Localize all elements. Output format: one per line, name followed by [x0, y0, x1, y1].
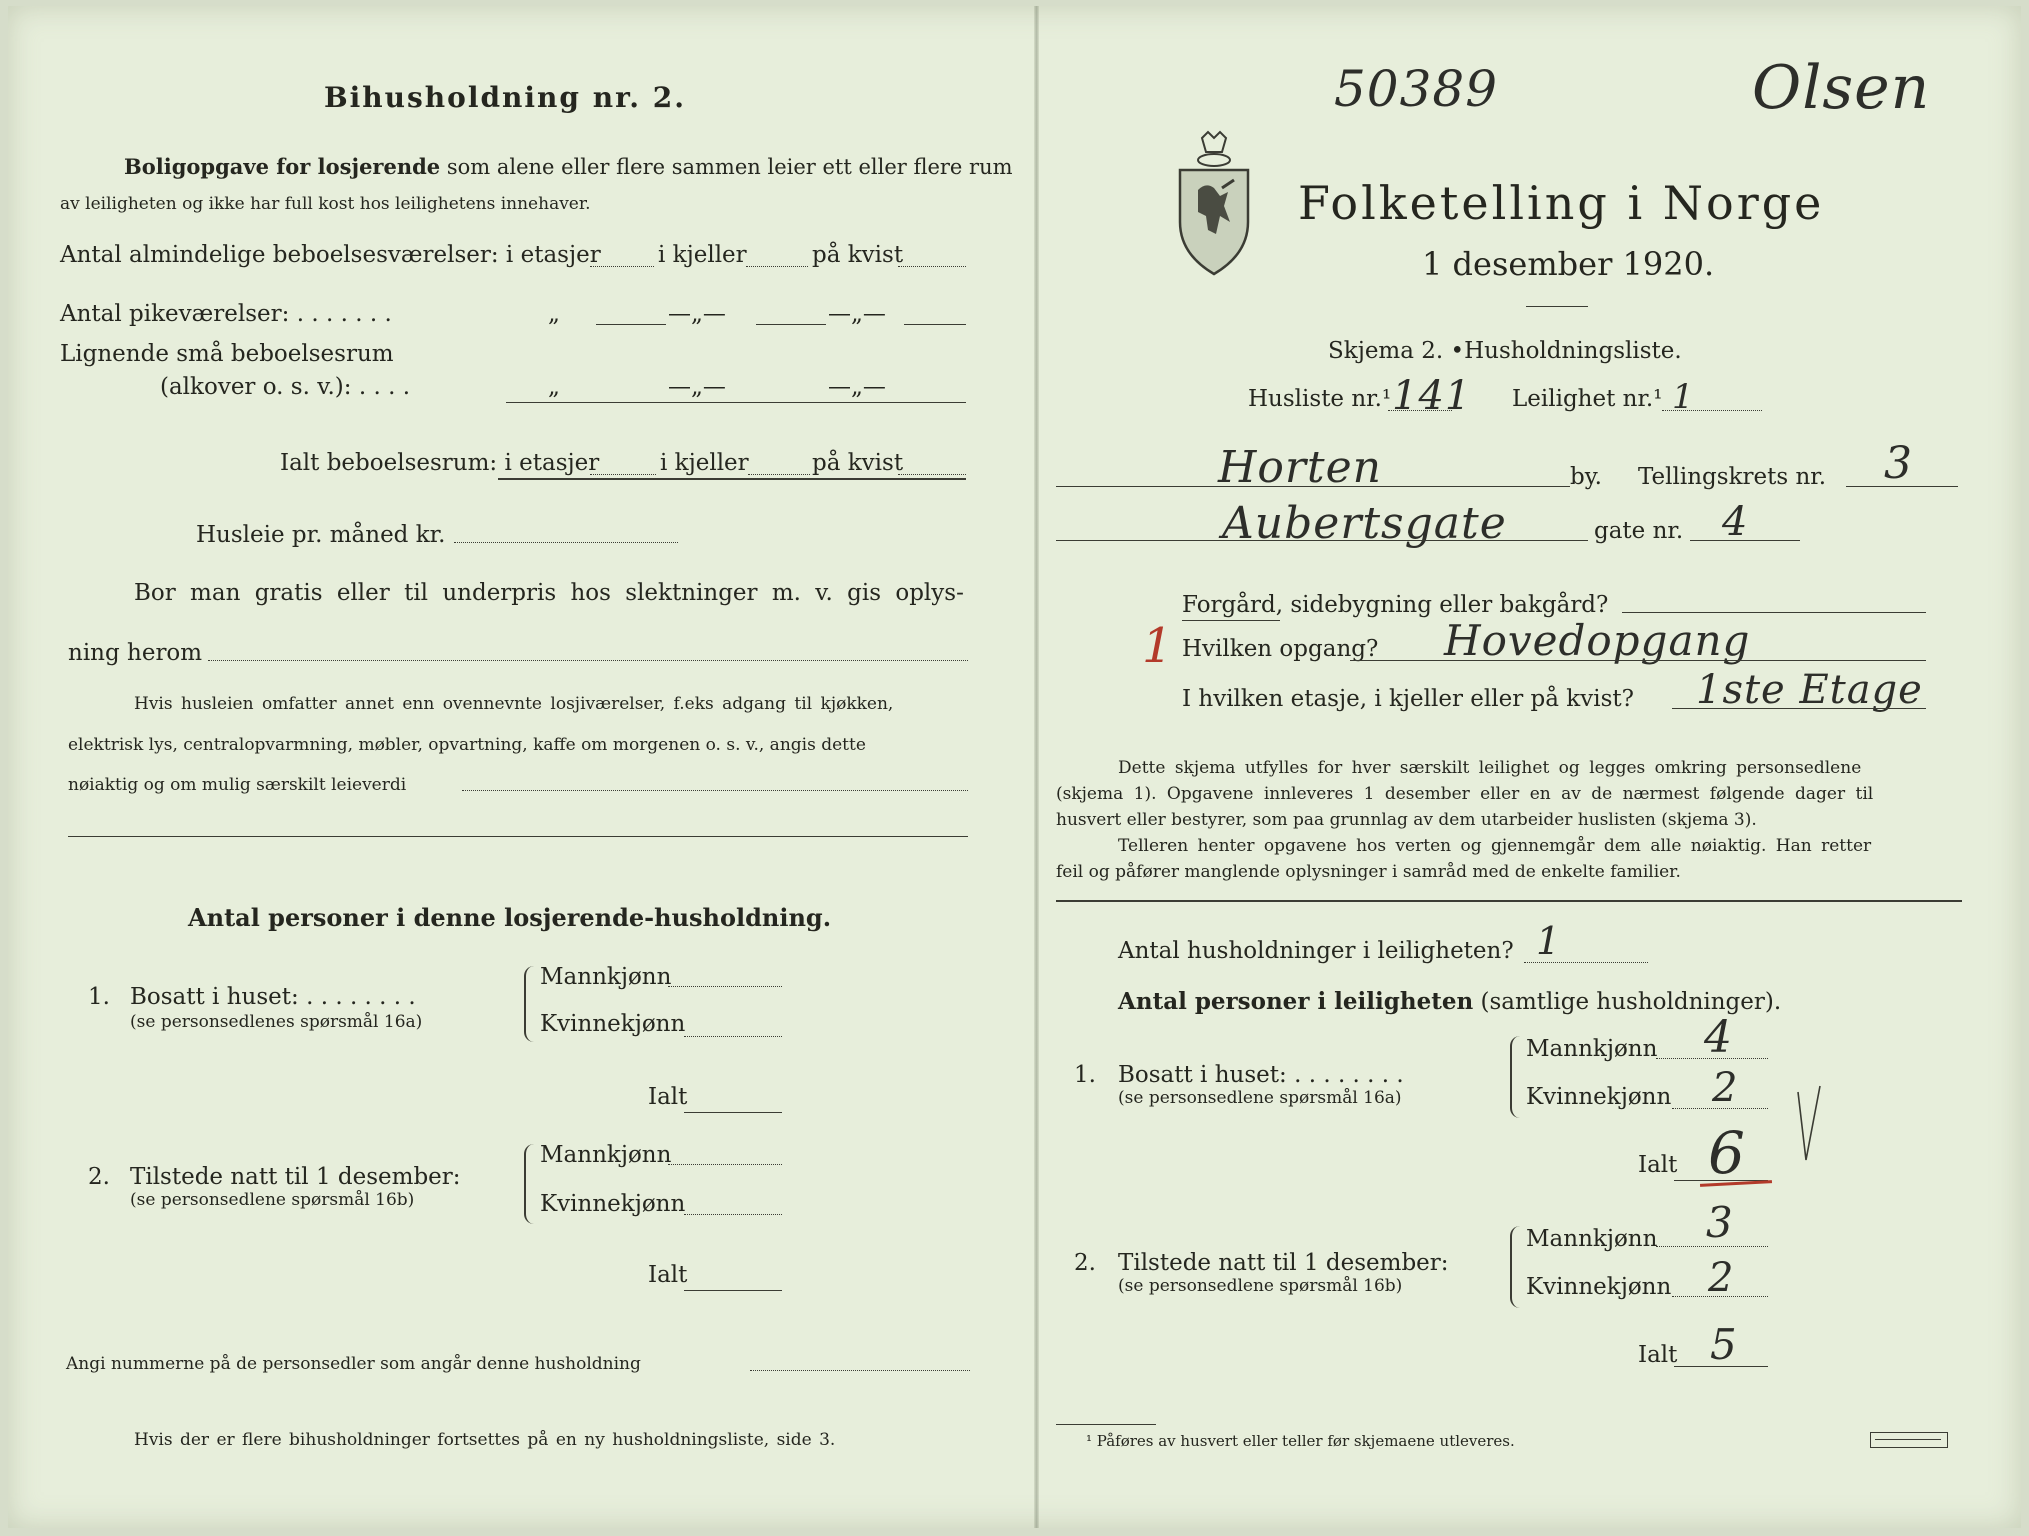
- right-item2-sub: (se personsedlene spørsmål 16b): [1118, 1276, 1403, 1296]
- bosatt-kvinne-value: 2: [1712, 1065, 1739, 1111]
- leieverdi-field[interactable]: [462, 790, 968, 791]
- hvis-line3: nøiaktig og om mulig særskilt leieverdi: [68, 775, 407, 795]
- husliste-label: Husliste nr.¹: [1248, 386, 1392, 412]
- right-persons-heading: Antal personer i leiligheten (samtlige husholdninger).: [1118, 988, 1782, 1015]
- husliste-value: 141: [1392, 373, 1472, 419]
- right-item2-kvinne: Kvinnekjønn: [1526, 1274, 1672, 1300]
- left-item1-mann-field[interactable]: [668, 986, 782, 987]
- left-item2-kvinne: Kvinnekjønn: [540, 1191, 686, 1217]
- right-item1-label: Bosatt i huset: . . . . . . . .: [1118, 1062, 1404, 1088]
- rooms-kvist-label: på kvist: [812, 242, 904, 268]
- archive-number: 50389: [1334, 60, 1499, 118]
- left-item1-sub: (se personsedlenes spørsmål 16a): [130, 1012, 423, 1032]
- bosatt-ialt-value: 6: [1708, 1119, 1746, 1187]
- left-footer: Hvis der er flere bihusholdninger fortsettes på en ny husholdningsliste, side 3.: [134, 1430, 836, 1450]
- right-item1-brace: [1510, 1036, 1522, 1118]
- left-item1-ialt: Ialt: [648, 1084, 688, 1110]
- tilstede-mann-field[interactable]: [1656, 1246, 1768, 1247]
- hvis-line1: Hvis husleien omfatter annet enn ovennevnte losjiværelser, f.eks adgang til kjøkken,: [134, 694, 894, 714]
- opgang-value: Hovedopgang: [1444, 616, 1751, 665]
- instr-line4: Telleren henter opgavene hos verten og gjennemgår dem alle nøiaktig. Han retter: [1118, 836, 1872, 856]
- tilstede-kvinne-field[interactable]: [1672, 1296, 1768, 1297]
- surname-note: Olsen: [1752, 53, 1931, 123]
- by-value: Horten: [1218, 442, 1382, 493]
- ialt-kjeller-label: i kjeller: [660, 450, 749, 476]
- husliste-field[interactable]: [1388, 410, 1452, 411]
- alkover-ditto-3: —„—: [828, 374, 886, 400]
- bor-line2: ning herom: [68, 640, 203, 666]
- gate-nr-value: 4: [1722, 499, 1749, 545]
- left-item1-num: 1.: [88, 984, 110, 1010]
- etasje-field[interactable]: [1672, 708, 1926, 709]
- gate-field[interactable]: [1056, 540, 1588, 541]
- ialt-kjeller-field[interactable]: [748, 474, 810, 475]
- right-item2-ialt: Ialt: [1638, 1342, 1678, 1368]
- by-field[interactable]: [1056, 486, 1570, 487]
- leilighet-value: 1: [1672, 377, 1695, 417]
- alkover-ditto-2: —„—: [668, 374, 726, 400]
- alkover-ditto-1: „: [548, 374, 560, 400]
- hvis-line2: elektrisk lys, centralopvarmning, møbler, opvartning, kaffe om morgenen o. s. v., angis dette: [68, 735, 866, 755]
- husholdninger-label: Antal husholdninger i leiligheten?: [1118, 938, 1514, 964]
- bosatt-mann-value: 4: [1704, 1012, 1733, 1063]
- leieverdi-extra-line[interactable]: [68, 836, 968, 837]
- ialt-kvist-field[interactable]: [898, 474, 966, 475]
- left-item2-brace: [524, 1144, 536, 1224]
- left-item1-ialt-field[interactable]: [684, 1112, 782, 1113]
- opgang-field[interactable]: [1350, 660, 1926, 661]
- angi-label: Angi nummerne på de personsedler som angår denne husholdning: [66, 1354, 641, 1374]
- left-item1-brace: [524, 966, 536, 1042]
- right-item2-num: 2.: [1074, 1250, 1096, 1276]
- right-item1-ialt: Ialt: [1638, 1152, 1678, 1178]
- printer-stamp-icon: [1870, 1432, 1948, 1448]
- intro-bold: Boligopgave for losjerende som alene eller flere sammen leier ett eller flere rum: [124, 154, 1013, 179]
- margin-mark: 1: [1142, 618, 1174, 674]
- instr-line3: husvert eller bestyrer, som paa grunnlag av dem utarbeider huslisten (skjema 3).: [1056, 810, 1757, 830]
- ialt-underline: [498, 478, 966, 480]
- left-item2-sub: (se personsedlene spørsmål 16b): [130, 1190, 415, 1210]
- intro-line2: av leiligheten og ikke har full kost hos leilighetens innehaver.: [60, 194, 591, 214]
- left-item1-kvinne: Kvinnekjønn: [540, 1011, 686, 1037]
- rooms-kjeller-label: i kjeller: [658, 242, 747, 268]
- by-label: by.: [1570, 464, 1602, 490]
- gate-nr-field[interactable]: [1690, 540, 1800, 541]
- rooms-kvist-field[interactable]: [898, 266, 966, 267]
- bor-field[interactable]: [208, 660, 968, 661]
- forgard-label: Forgård, sidebygning eller bakgård?: [1182, 592, 1609, 618]
- leilighet-label: Leilighet nr.¹: [1512, 386, 1663, 412]
- tilstede-mann-value: 3: [1706, 1198, 1734, 1247]
- rooms-kjeller-field[interactable]: [746, 266, 808, 267]
- gate-label: gate nr.: [1594, 518, 1684, 544]
- ialt-etasjer-field[interactable]: [590, 474, 656, 475]
- right-item1-sub: (se personsedlene spørsmål 16a): [1118, 1088, 1402, 1108]
- check-mark-icon: [1794, 1084, 1824, 1168]
- left-item2-ialt: Ialt: [648, 1262, 688, 1288]
- left-item2-ialt-field[interactable]: [684, 1290, 782, 1291]
- gate-value: Aubertsgate: [1222, 498, 1507, 549]
- right-item1-kvinne: Kvinnekjønn: [1526, 1084, 1672, 1110]
- left-item2-label: Tilstede natt til 1 desember:: [130, 1164, 461, 1190]
- pike-field-3[interactable]: [904, 324, 966, 325]
- krets-label: Tellingskrets nr.: [1638, 464, 1827, 490]
- page-fold: [1034, 6, 1039, 1528]
- krets-field[interactable]: [1846, 486, 1958, 487]
- husleie-label: Husleie pr. måned kr.: [196, 522, 446, 548]
- right-item2-mann: Mannkjønn: [1526, 1226, 1658, 1252]
- rooms-label: Antal almindelige beboelsesværelser: i etasjer: [60, 242, 601, 268]
- rooms-etasjer-field[interactable]: [590, 266, 654, 267]
- left-item1-mann: Mannkjønn: [540, 964, 672, 990]
- right-date: 1 desember 1920.: [1422, 245, 1715, 283]
- right-item2-label: Tilstede natt til 1 desember:: [1118, 1250, 1449, 1276]
- left-item2-mann-field[interactable]: [668, 1164, 782, 1165]
- leilighet-field[interactable]: [1662, 410, 1762, 411]
- forgard-field[interactable]: [1622, 612, 1926, 613]
- left-item1-kvinne-field[interactable]: [684, 1036, 782, 1037]
- ialt-kvist-label: på kvist: [812, 450, 904, 476]
- left-title: Bihusholdning nr. 2.: [324, 81, 686, 114]
- bosatt-mann-field[interactable]: [1656, 1058, 1768, 1059]
- left-item1-label: Bosatt i huset: . . . . . . . .: [130, 984, 416, 1010]
- etasje-label: I hvilken etasje, i kjeller eller på kvist?: [1182, 686, 1634, 712]
- pike-field-2[interactable]: [756, 324, 826, 325]
- tilstede-kvinne-value: 2: [1708, 1255, 1735, 1301]
- ialt-label: Ialt beboelsesrum: i etasjer: [280, 450, 600, 476]
- left-item2-mann: Mannkjønn: [540, 1142, 672, 1168]
- alkover-label: (alkover o. s. v.): . . . .: [160, 374, 411, 400]
- instr-line2: (skjema 1). Opgavene innleveres 1 desember eller en av de nærmest følgende dager til: [1056, 784, 1874, 804]
- pike-label: Antal pikeværelser: . . . . . . .: [60, 301, 392, 327]
- footnote-rule: [1056, 1424, 1156, 1425]
- husleie-field[interactable]: [454, 542, 678, 543]
- krets-value: 3: [1884, 438, 1913, 489]
- tilstede-ialt-value: 5: [1710, 1320, 1738, 1369]
- alkover-field[interactable]: [506, 402, 966, 403]
- skjema-label: Skjema 2. •Husholdningsliste.: [1328, 338, 1682, 364]
- census-form-sheet: [8, 6, 2021, 1528]
- coat-of-arms-icon: [1172, 130, 1256, 278]
- title-rule: [1526, 306, 1588, 307]
- pike-ditto-1: „: [548, 301, 560, 327]
- opgang-label: Hvilken opgang?: [1182, 636, 1379, 662]
- right-item1-mann: Mannkjønn: [1526, 1036, 1658, 1062]
- etasje-value: 1ste Etage: [1696, 667, 1923, 713]
- forgard-underline: [1182, 620, 1280, 621]
- lignende-label: Lignende små beboelsesrum: [60, 341, 394, 367]
- angi-field[interactable]: [750, 1370, 970, 1371]
- footnote: ¹ Påføres av husvert eller teller før skjemaene utleveres.: [1086, 1432, 1515, 1450]
- instr-rule: [1056, 900, 1962, 902]
- husholdninger-field[interactable]: [1524, 962, 1648, 963]
- husholdninger-value: 1: [1536, 919, 1562, 963]
- left-item2-num: 2.: [88, 1164, 110, 1190]
- left-item2-kvinne-field[interactable]: [684, 1214, 782, 1215]
- instr-line1: Dette skjema utfylles for hver særskilt leilighet og legges omkring personsedlene: [1118, 758, 1862, 778]
- left-persons-heading: Antal personer i denne losjerende-husholdning.: [188, 903, 832, 932]
- bosatt-kvinne-field[interactable]: [1672, 1108, 1768, 1109]
- instr-line5: feil og påfører manglende oplysninger i samråd med de enkelte familier.: [1056, 862, 1681, 882]
- pike-ditto-2: —„—: [668, 301, 726, 327]
- right-title: Folketelling i Norge: [1298, 176, 1825, 230]
- right-item1-num: 1.: [1074, 1062, 1096, 1088]
- bor-line1: Bor man gratis eller til underpris hos slektninger m. v. gis oplys-: [134, 580, 964, 606]
- pike-field-1[interactable]: [596, 324, 666, 325]
- tilstede-ialt-field[interactable]: [1674, 1366, 1768, 1367]
- pike-ditto-3: —„—: [828, 301, 886, 327]
- right-item2-brace: [1510, 1226, 1522, 1308]
